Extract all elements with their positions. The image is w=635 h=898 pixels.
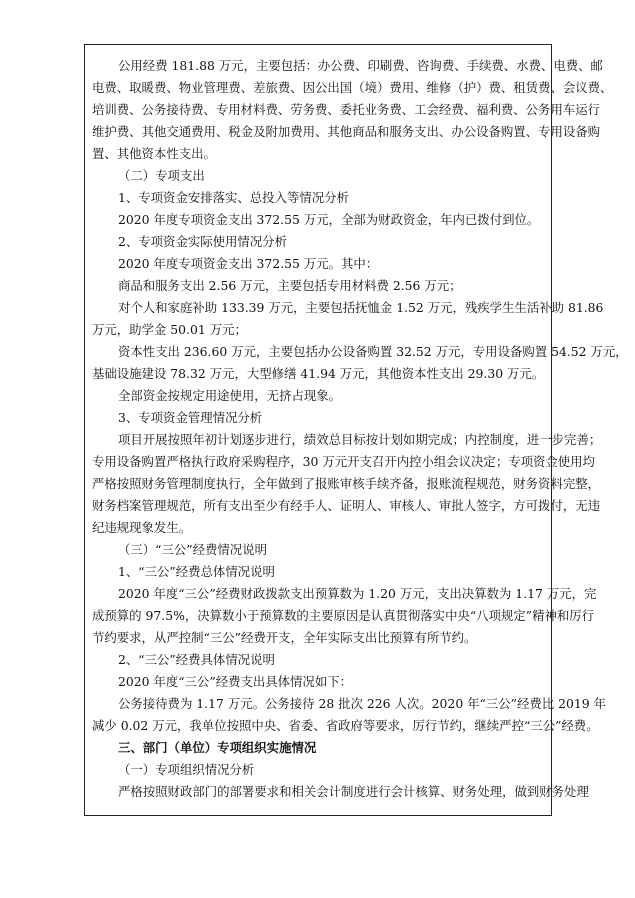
document-table-cell: [84, 44, 628, 816]
subsection-heading: 2、专项资金实际使用情况分析: [118, 234, 287, 249]
text-line: 减少 0.02 万元，我单位按照中央、省委、省政府等要求，厉行节约，继续严控“三公”经费。: [92, 718, 599, 733]
subsection-heading: 2、“三公”经费具体情况说明: [118, 652, 275, 667]
text-line: 置、其他资本性支出。: [92, 146, 216, 161]
subsection-heading: 1、“三公”经费总体情况说明: [118, 564, 275, 579]
text-line: 2020 年度专项资金支出 372.55 万元，全部为财政资金，年内已拨付到位。: [118, 212, 540, 227]
text-line: 严格按照财务管理制度执行，全年做到了报账审核手续齐备，报账流程规范，财务资料完整，: [92, 476, 601, 491]
text-line: 电费、取暖费、物业管理费、差旅费、因公出国（境）费用、维修（护）费、租赁费、会议费、: [92, 80, 613, 95]
subsection-heading: （二）专项支出: [118, 168, 205, 183]
subsection-heading: 3、专项资金管理情况分析: [118, 410, 263, 425]
text-line: 2020 年度“三公”经费财政拨款支出预算数为 1.20 万元，支出决算数为 1.17 万元，完: [118, 586, 597, 601]
text-line: 基础设施建设 78.32 万元，大型修缮 41.94 万元，其他资本性支出 29.30 万元。: [92, 366, 545, 381]
section-heading: 三、部门（单位）专项组织实施情况: [118, 740, 317, 755]
text-line: 节约要求，从严控制“三公”经费开支，全年实际支出比预算有所节约。: [92, 630, 477, 645]
text-line: 2020 年度专项资金支出 372.55 万元。其中：: [118, 256, 379, 271]
text-line: 万元，助学金 50.01 万元；: [92, 322, 247, 337]
text-line: 纪违规现象发生。: [92, 520, 192, 535]
subsection-heading: （一）专项组织情况分析: [118, 762, 255, 777]
text-line: 2020 年度“三公”经费支出具体情况如下：: [118, 674, 352, 689]
text-line: 专用设备购置严格执行政府采购程序，30 万元开支召开内控小组会议决定；专项资金使用均: [92, 454, 595, 469]
text-line: 商品和服务支出 2.56 万元，主要包括专用材料费 2.56 万元；: [118, 278, 462, 293]
text-line: 成预算的 97.5%，决算数小于预算数的主要原因是认真贯彻落实中央“八项规定”精神和厉行: [92, 608, 595, 623]
text-line: 全部资金按规定用途使用，无挤占现象。: [118, 388, 342, 403]
text-line: 对个人和家庭补助 133.39 万元，主要包括抚恤金 1.52 万元，残疾学生生活补助 81.86: [118, 300, 604, 315]
text-line: 资本性支出 236.60 万元，主要包括办公设备购置 32.52 万元，专用设备购置 54.52 万元，: [118, 344, 628, 359]
text-line: 公用经费 181.88 万元，主要包括：办公费、印刷费、咨询费、手续费、水费、电费、邮: [118, 58, 603, 73]
text-line: 财务档案管理规范，所有支出至少有经手人、证明人、审核人、审批人签字，方可拨付，无违: [92, 498, 601, 513]
text-line: 维护费、其他交通费用、税金及附加费用、其他商品和服务支出、办公设备购置、专用设备购: [92, 124, 601, 139]
subsection-heading: （三）“三公”经费情况说明: [118, 542, 267, 557]
subsection-heading: 1、专项资金安排落实、总投入等情况分析: [118, 190, 349, 205]
text-line: 公务接待费为 1.17 万元。公务接待 28 批次 226 人次。2020 年“三公”经费比 2019 年: [118, 696, 606, 711]
text-line: 培训费、公务接待费、专用材料费、劳务费、委托业务费、工会经费、福利费、公务用车运行: [92, 102, 601, 117]
text-line: 项目开展按照年初计划逐步进行，绩效总目标按计划如期完成；内控制度，进一步完善；: [118, 432, 602, 447]
text-line: 严格按照财政部门的部署要求和相关会计制度进行会计核算、财务处理，做到财务处理: [118, 784, 589, 799]
